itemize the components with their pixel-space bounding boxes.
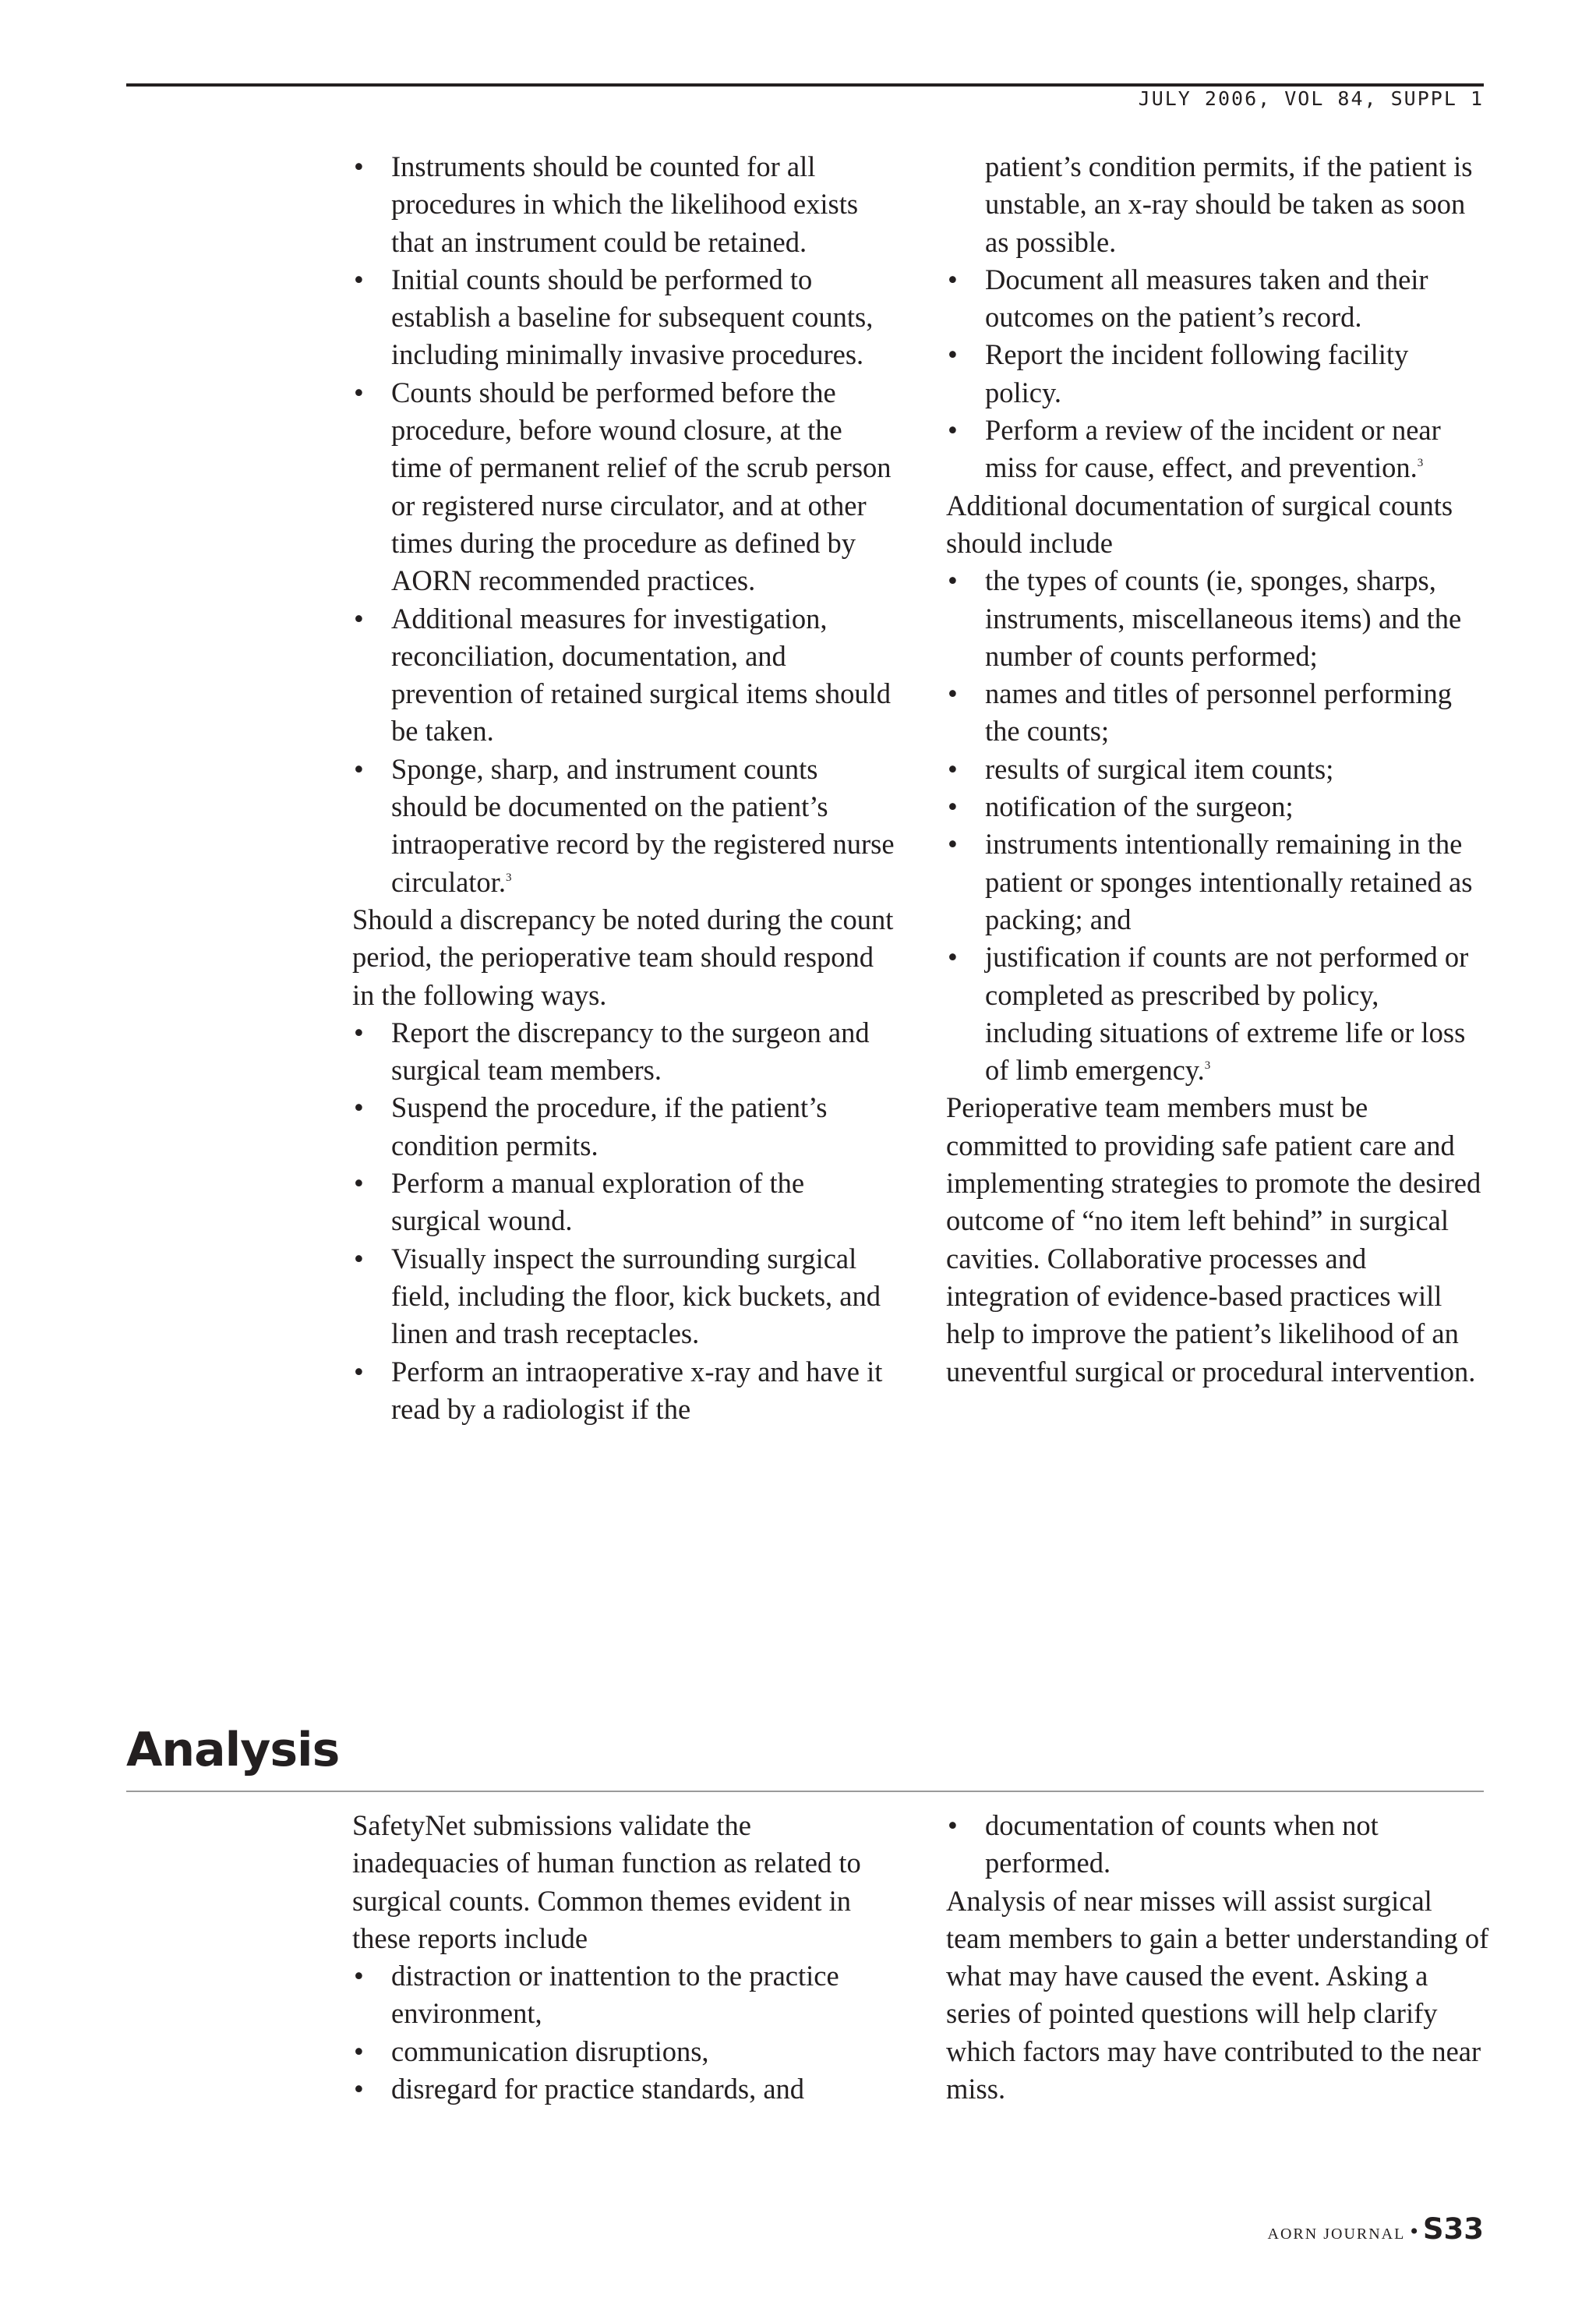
reference-marker: 3: [1204, 1059, 1211, 1073]
list-item: • Instruments should be counted for all procedures in which the likelihood exists that an instrument could be retained.: [352, 148, 898, 261]
list-item: • Perform an intraoperative x-ray and have it read by a radiologist if the: [352, 1353, 898, 1429]
list-item: • Initial counts should be performed to establish a baseline for subsequent counts, including minimally invasive procedures.: [352, 261, 898, 374]
list-item: • documentation of counts when not performed.: [946, 1807, 1492, 1883]
page-number: S33: [1422, 2212, 1484, 2246]
journal-name: AORN JOURNAL: [1267, 2226, 1406, 2243]
discrepancy-response-list: [352, 1014, 898, 1428]
list-item-text: Perform a review of the incident or near miss for cause, effect, and prevention.: [985, 414, 1441, 484]
body-column-right: [946, 148, 1492, 1391]
list-item: • communication disruptions,: [352, 2033, 898, 2070]
paragraph: Additional documentation of surgical counts should include: [946, 489, 1453, 559]
list-item: • Report the discrepancy to the surgeon and surgical team members.: [352, 1014, 898, 1090]
analysis-column-left: [352, 1807, 898, 2108]
list-item: • Counts should be performed before the procedure, before wound closure, at the time of permanent relief of the scrub person or registered nurse circulator, and at other times during the procedure as defined by AORN recommended practices.: [352, 374, 898, 600]
list-item: • Additional measures for investigation, reconciliation, documentation, and prevention of retained surgical items should be taken.: [352, 600, 898, 751]
list-item: • the types of counts (ie, sponges, sharps, instruments, miscellaneous items) and the number of counts performed;: [946, 562, 1492, 675]
list-item-continuation: [946, 148, 1492, 261]
list-item: [946, 939, 1492, 1089]
footer-separator: •: [1410, 2218, 1418, 2244]
list-item: • notification of the surgeon;: [946, 788, 1492, 826]
analysis-column-right: [946, 1807, 1492, 2108]
list-item: [946, 412, 1492, 487]
list-item: • instruments intentionally remaining in the patient or sponges intentionally retained as packing; and: [946, 826, 1492, 939]
list-item: • Suspend the procedure, if the patient’s condition permits.: [352, 1089, 898, 1165]
section-heading-analysis: Analysis: [126, 1723, 340, 1777]
common-themes-list: [352, 1957, 898, 2108]
paragraph: Analysis of near misses will assist surgical team members to gain a better understanding of what may have caused the event. Asking a series of pointed questions will help clarify which factors may have contributed to the near miss.: [946, 1884, 1489, 2105]
count-guidelines-list: [352, 148, 898, 901]
list-item: • distraction or inattention to the practice environment,: [352, 1957, 898, 2033]
list-item: • Document all measures taken and their outcomes on the patient’s record.: [946, 261, 1492, 337]
list-item: [352, 751, 898, 901]
list-item: • names and titles of personnel performing the counts;: [946, 675, 1492, 751]
paragraph: Should a discrepancy be noted during the count period, the perioperative team should respond in the following ways.: [352, 903, 894, 1011]
discrepancy-response-list-continued: [946, 148, 1492, 487]
running-head: JULY 2006, VOL 84, SUPPL 1: [1138, 87, 1484, 110]
section-rule: [126, 1791, 1484, 1792]
list-item: • Report the incident following facility policy.: [946, 336, 1492, 412]
list-item: • disregard for practice standards, and: [352, 2070, 898, 2108]
reference-marker: 3: [1417, 457, 1424, 470]
common-themes-list-continued: [946, 1807, 1492, 1883]
documentation-list: [946, 562, 1492, 1089]
list-item-text: justification if counts are not performed or completed as prescribed by policy, including situations of extreme life or loss of limb emergency.: [985, 941, 1469, 1087]
page-footer: [1268, 2212, 1484, 2246]
paragraph: Perioperative team members must be committed to providing safe patient care and implementing strategies to promote the desired outcome of “no item left behind” in surgical cavities. Collaborative processes and integration of evidence-based practices will help to improve the patient’s likelihood of an uneventful surgical or procedural intervention.: [946, 1091, 1481, 1388]
list-item-text: Sponge, sharp, and instrument counts should be documented on the patient’s intraoperative record by the registered nurse circulator.: [391, 752, 895, 898]
list-item: • Visually inspect the surrounding surgical field, including the floor, kick buckets, and linen and trash receptacles.: [352, 1240, 898, 1353]
header-rule: [126, 83, 1484, 87]
body-column-left: [352, 148, 898, 1428]
reference-marker: 3: [505, 871, 512, 884]
list-item-text: patient’s condition permits, if the patient is unstable, an x-ray should be taken as soon as possible.: [985, 150, 1473, 258]
paragraph: SafetyNet submissions validate the inadequacies of human function as related to surgical counts. Common themes evident in these reports include: [352, 1809, 861, 1954]
list-item: • results of surgical item counts;: [946, 751, 1492, 788]
list-item: • Perform a manual exploration of the surgical wound.: [352, 1165, 898, 1240]
